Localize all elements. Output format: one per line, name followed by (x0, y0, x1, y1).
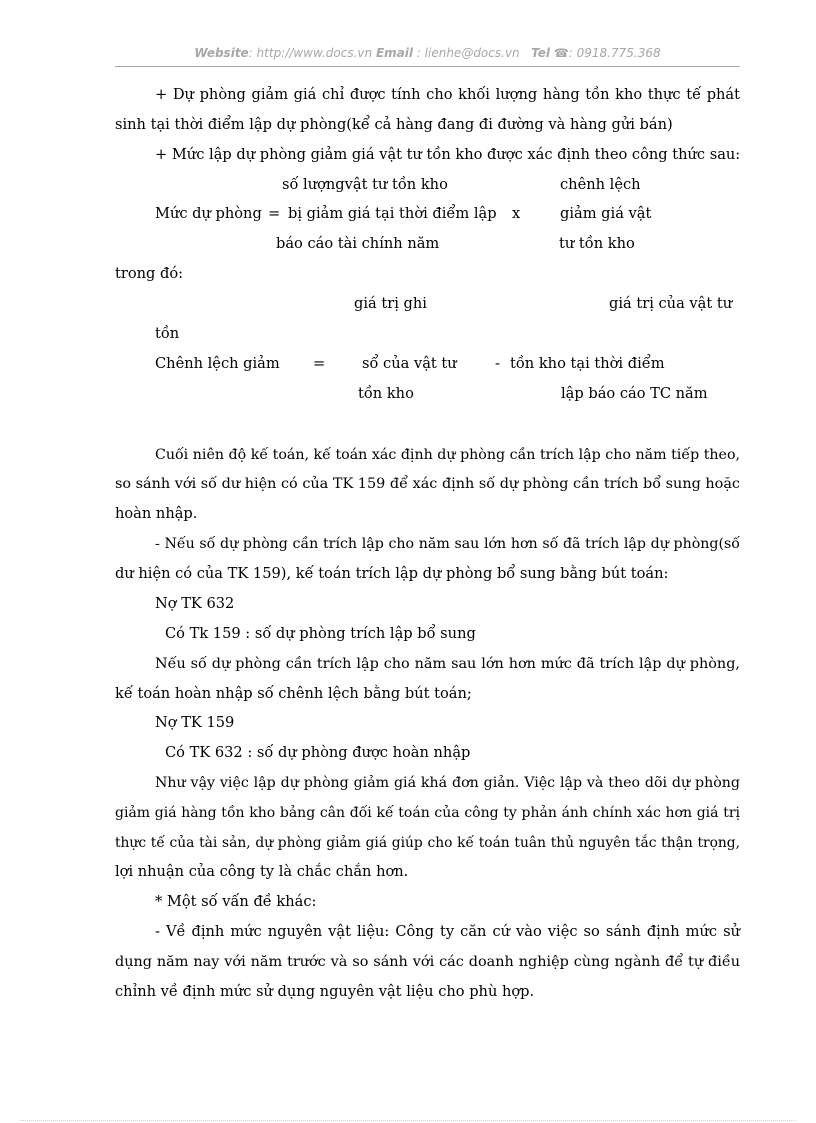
formula-equals: = (268, 205, 281, 222)
email-value[interactable]: lienhe@docs.vn (424, 46, 520, 60)
formula-text: giá trị ghi (354, 295, 427, 312)
formula-equals: = (313, 355, 326, 372)
email-sep: : (413, 46, 425, 60)
page-header (115, 46, 740, 60)
tel-value: : 0918.775.368 (568, 46, 661, 60)
paragraph-line: Như vậy việc lập dự phòng giảm giá khá đơn giản. Việc lập và theo dõi dự phòng (155, 775, 740, 791)
website-label: Website (194, 46, 249, 60)
paragraph-line: kế toán hoàn nhập số chênh lệch bằng bút toán; (115, 685, 472, 702)
website-sep: : (248, 46, 257, 60)
paragraph-line: + Dự phòng giảm giá chỉ được tính cho khối lượng hàng tồn kho thực tế phát (155, 86, 740, 103)
formula-text: giá trị của vật tư (609, 295, 733, 312)
formula-label: Mức dự phòng (155, 205, 262, 222)
formula-minus: - (495, 355, 500, 372)
paragraph-line: thực tế của tài sản, dự phòng giảm giá giúp cho kế toán tuân thủ nguyên tắc thận trọng, (115, 835, 740, 851)
paragraph-line: giảm giá hàng tồn kho bảng cân đối kế toán của công ty phản ánh chính xác hơn giá trị (115, 805, 740, 821)
website-url[interactable]: http://www.docs.vn (256, 46, 373, 60)
formula-text: giảm giá vật (560, 205, 652, 222)
email-label: Email (375, 46, 413, 60)
formula-text: tồn kho (358, 385, 414, 402)
formula-text: bị giảm giá tại thời điểm lập (288, 205, 497, 222)
formula-text: sổ của vật tư (362, 355, 457, 372)
paragraph-line: sinh tại thời điểm lập dự phòng(kể cả hàng đang đi đường và hàng gửi bán) (115, 116, 673, 133)
paragraph-line: Cuối niên độ kế toán, kế toán xác định dự phòng cần trích lập cho năm tiếp theo, (155, 447, 740, 463)
journal-debit: Nợ TK 632 (155, 595, 235, 612)
formula-text: tồn (155, 325, 180, 342)
phone-icon: ☎ (553, 46, 569, 60)
paragraph-line: so sánh với số dư hiện có của TK 159 để xác định số dự phòng cần trích bổ sung hoặc (115, 476, 740, 492)
paragraph-line: chỉnh về định mức sử dụng nguyên vật liệu cho phù hợp. (115, 983, 535, 1000)
paragraph-line: trong đó: (115, 265, 184, 282)
formula-text: tư tồn kho (559, 235, 635, 252)
header-divider (115, 66, 740, 67)
paragraph-line: - Về định mức nguyên vật liệu: Công ty căn cứ vào việc so sánh định mức sử (155, 923, 740, 940)
formula-multiply: x (512, 205, 521, 222)
paragraph-line: lợi nhuận của công ty là chắc chắn hơn. (115, 863, 409, 880)
journal-debit: Nợ TK 159 (155, 714, 235, 731)
paragraph-line: Nếu số dự phòng cần trích lập cho năm sau lớn hơn mức đã trích lập dự phòng, (155, 656, 740, 672)
footer-divider (20, 1120, 796, 1121)
formula-text: lập báo cáo TC năm (561, 385, 708, 402)
paragraph-line: dư hiện có của TK 159), kế toán trích lập dự phòng bổ sung bằng bút toán: (115, 565, 669, 582)
formula-text: báo cáo tài chính năm (276, 235, 440, 252)
journal-credit: Có Tk 159 : số dự phòng trích lập bổ sung (165, 625, 476, 642)
paragraph-line: dụng năm nay với năm trước và so sánh với các doanh nghiệp cùng ngành để tự điều (115, 954, 740, 970)
journal-credit: Có TK 632 : số dự phòng được hoàn nhập (165, 744, 471, 761)
paragraph-line: hoàn nhập. (115, 505, 198, 522)
formula-text: chênh lệch (560, 176, 641, 193)
paragraph-line: + Mức lập dự phòng giảm giá vật tư tồn kho được xác định theo công thức sau: (155, 146, 741, 163)
formula-text: số lượngvật tư tồn kho (282, 176, 448, 193)
formula-text: tồn kho tại thời điểm (510, 355, 665, 372)
formula-label: Chênh lệch giảm (155, 355, 280, 372)
paragraph-line: * Một số vấn đề khác: (155, 893, 317, 910)
tel-label: Tel (531, 46, 550, 60)
paragraph-line: - Nếu số dự phòng cần trích lập cho năm sau lớn hơn số đã trích lập dự phòng(số (155, 536, 740, 552)
